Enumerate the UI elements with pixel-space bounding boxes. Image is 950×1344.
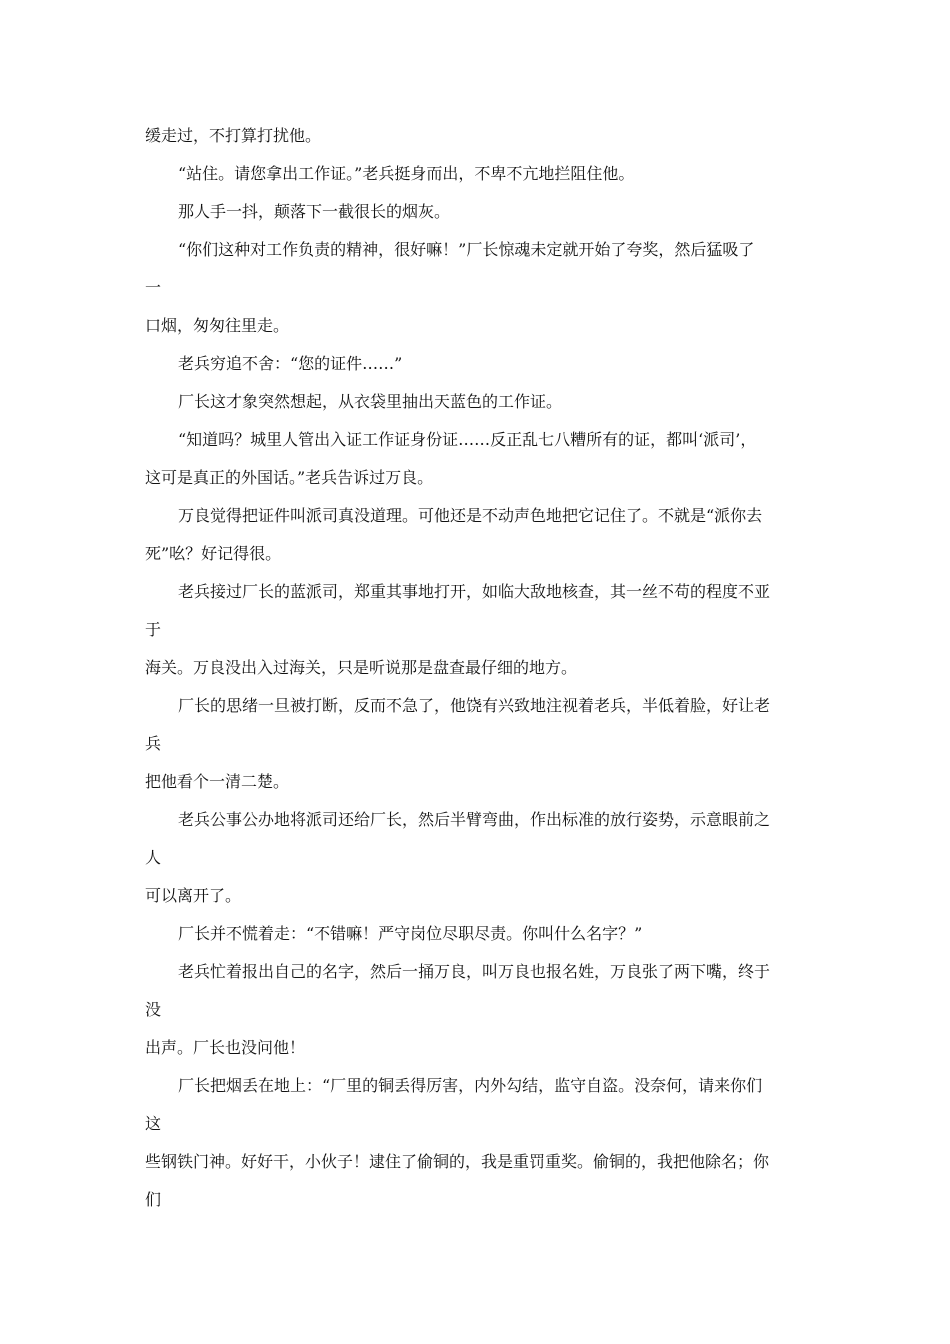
text-line: “你们这种对工作负责的精神，很好嘛！”厂长惊魂未定就开始了夸奖，然后猛吸了 — [178, 240, 755, 259]
text-line: 老兵穷追不舍：“您的证件……” — [178, 354, 403, 373]
text-line: 口烟，匆匆往里走。 — [145, 316, 290, 335]
text-line: “站住。请您拿出工作证。”老兵挺身而出，不卑不亢地拦阻住他。 — [178, 164, 635, 183]
text-line: 厂长并不慌着走：“不错嘛！严守岗位尽职尽责。你叫什么名字？” — [178, 924, 643, 943]
text-line: 这 — [145, 1114, 162, 1133]
text-line: 厂长的思绪一旦被打断，反而不急了，他饶有兴致地注视着老兵，半低着脸，好让老 — [178, 696, 771, 715]
text-line: “知道吗？城里人管出入证工作证身份证……反正乱七八糟所有的证，都叫‘派司’， — [178, 430, 757, 449]
text-line: 些钢铁门神。好好干，小伙子！逮住了偷铜的，我是重罚重奖。偷铜的，我把他除名；你 — [145, 1152, 770, 1171]
text-line: 可以离开了。 — [145, 886, 242, 905]
text-line: 万良觉得把证件叫派司真没道理。可他还是不动声色地把它记住了。不就是“派你去 — [178, 506, 763, 525]
text-line: 厂长这才象突然想起，从衣袋里抽出天蓝色的工作证。 — [178, 392, 563, 411]
text-line: 没 — [145, 1000, 162, 1019]
text-line: 老兵公事公办地将派司还给厂长，然后半臂弯曲，作出标准的放行姿势，示意眼前之 — [178, 810, 771, 829]
text-line: 兵 — [145, 734, 162, 753]
text-line: 那人手一抖，颠落下一截很长的烟灰。 — [178, 202, 451, 221]
text-line: 死”吆？好记得很。 — [145, 544, 282, 563]
text-line: 把他看个一清二楚。 — [145, 772, 290, 791]
text-line: 们 — [145, 1190, 162, 1209]
text-line: 厂长把烟丢在地上：“厂里的铜丢得厉害，内外勾结，监守自盗。没奈何，请来你们 — [178, 1076, 763, 1095]
text-line: 出声。厂长也没问他！ — [145, 1038, 306, 1057]
text-line: 老兵忙着报出自己的名字，然后一捅万良，叫万良也报名姓，万良张了两下嘴，终于 — [178, 962, 771, 981]
text-line: 老兵接过厂长的蓝派司，郑重其事地打开，如临大敌地核查，其一丝不苟的程度不亚 — [178, 582, 771, 601]
document-body — [145, 117, 815, 1219]
text-line: 缓走过，不打算打扰他。 — [145, 126, 322, 145]
text-line: 海关。万良没出入过海关，只是听说那是盘查最仔细的地方。 — [145, 658, 578, 677]
text-line: 于 — [145, 620, 162, 639]
text-line: 这可是真正的外国话。”老兵告诉过万良。 — [145, 468, 434, 487]
text-line: 人 — [145, 848, 162, 867]
text-line: 一 — [145, 278, 162, 297]
